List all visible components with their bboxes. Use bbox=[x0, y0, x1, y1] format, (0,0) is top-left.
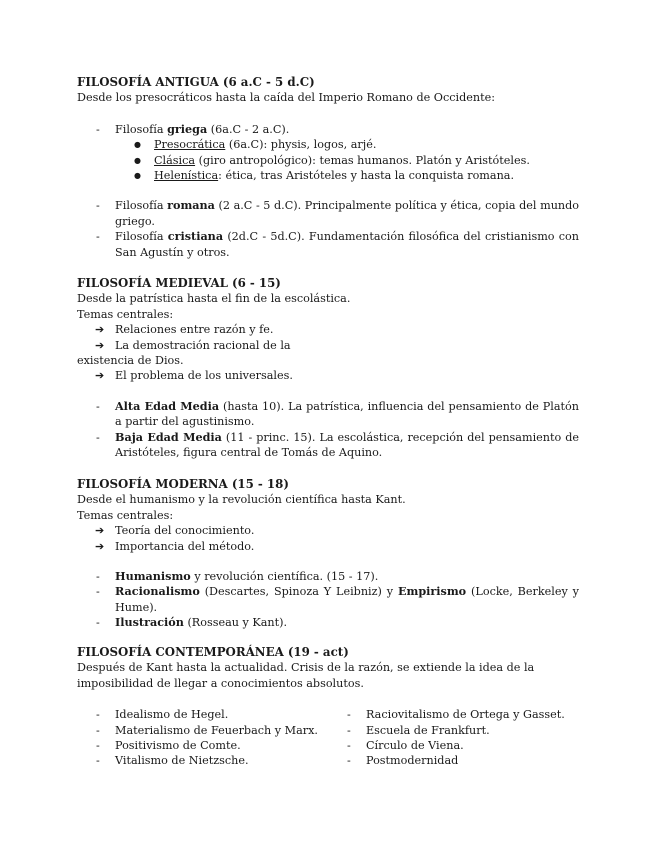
list-item-griega: - Filosofía griega (6a.C - 2 a.C). bbox=[77, 122, 579, 137]
section-medieval bbox=[77, 276, 579, 460]
arrow-item: ➔ Teoría del conocimiento. bbox=[95, 524, 255, 538]
list-item-baja: - Baja Edad Media (11 - princ. 15). La escolástica, recepción del pensamiento de Aristóteles, figura central de Tomás de Aquino. bbox=[77, 430, 579, 461]
left-column bbox=[77, 707, 347, 769]
section-antigua bbox=[77, 75, 579, 260]
section-title: FILOSOFÍA CONTEMPORÁNEA (19 - act) bbox=[77, 645, 349, 659]
list-item-racionalismo: - Racionalismo (Descartes, Spinoza Y Leibniz) y Empirismo (Locke, Berkeley y Hume). bbox=[77, 584, 579, 615]
section-intro: Desde la patrística hasta el fin de la escolástica. bbox=[77, 292, 351, 306]
section-title: FILOSOFÍA MODERNA (15 - 18) bbox=[77, 477, 289, 491]
section-intro: Desde el humanismo y la revolución científica hasta Kant. bbox=[77, 493, 406, 507]
temas-label: Temas centrales: bbox=[77, 307, 174, 321]
two-column-list bbox=[77, 707, 579, 769]
arrow-item-continuation: existencia de Dios. bbox=[77, 354, 184, 368]
sub-list bbox=[77, 137, 579, 183]
section-intro: Después de Kant hasta la actualidad. Crisis de la razón, se extiende la idea de la imposibilidad de llegar a conocimientos absolutos. bbox=[77, 661, 535, 690]
arrow-item: ➔ Importancia del método. bbox=[95, 539, 255, 553]
arrow-item: ➔ Relaciones entre razón y fe. bbox=[95, 323, 274, 337]
list-item: - Círculo de Viena. bbox=[347, 738, 579, 753]
temas-label: Temas centrales: bbox=[77, 508, 174, 522]
list-item: - Postmodernidad bbox=[347, 753, 579, 768]
list-item: - Idealismo de Hegel. bbox=[77, 707, 347, 722]
arrow-item: ➔ El problema de los universales. bbox=[95, 369, 293, 383]
list-item-romana: - Filosofía romana (2 a.C - 5 d.C). Principalmente política y ética, copia del mundo griego. bbox=[77, 198, 579, 229]
right-column bbox=[347, 707, 579, 769]
section-intro: Desde los presocráticos hasta la caída del Imperio Romano de Occidente: bbox=[77, 91, 495, 105]
list-item-cristiana: - Filosofía cristiana (2d.C - 5d.C). Fundamentación filosófica del cristianismo con San Agustín y otros. bbox=[77, 229, 579, 260]
sub-item: ● Clásica (giro antropológico): temas humanos. Platón y Aristóteles. bbox=[77, 153, 579, 168]
list-item: - Vitalismo de Nietzsche. bbox=[77, 753, 347, 768]
section-title: FILOSOFÍA ANTIGUA (6 a.C - 5 d.C) bbox=[77, 75, 315, 89]
list-item: - Materialismo de Feuerbach y Marx. bbox=[77, 723, 347, 738]
list-item: - Positivismo de Comte. bbox=[77, 738, 347, 753]
list-item-alta: - Alta Edad Media (hasta 10). La patrística, influencia del pensamiento de Platón a partir del agustinismo. bbox=[77, 399, 579, 430]
sub-item: ● Presocrática (6a.C): physis, logos, arjé. bbox=[77, 137, 579, 152]
list-item: - Raciovitalismo de Ortega y Gasset. bbox=[347, 707, 579, 722]
arrow-item: ➔ La demostración racional de la bbox=[95, 338, 291, 352]
list-item: - Escuela de Frankfurt. bbox=[347, 723, 579, 738]
list-item-humanismo: - Humanismo y revolución científica. (15 - 17). bbox=[77, 569, 579, 584]
sub-item: ● Helenística: ética, tras Aristóteles y hasta la conquista romana. bbox=[77, 168, 579, 183]
section-title: FILOSOFÍA MEDIEVAL (6 - 15) bbox=[77, 276, 281, 290]
list-item-ilustracion: - Ilustración (Rosseau y Kant). bbox=[77, 615, 579, 630]
section-contemporanea bbox=[77, 645, 579, 769]
section-moderna bbox=[77, 477, 579, 631]
